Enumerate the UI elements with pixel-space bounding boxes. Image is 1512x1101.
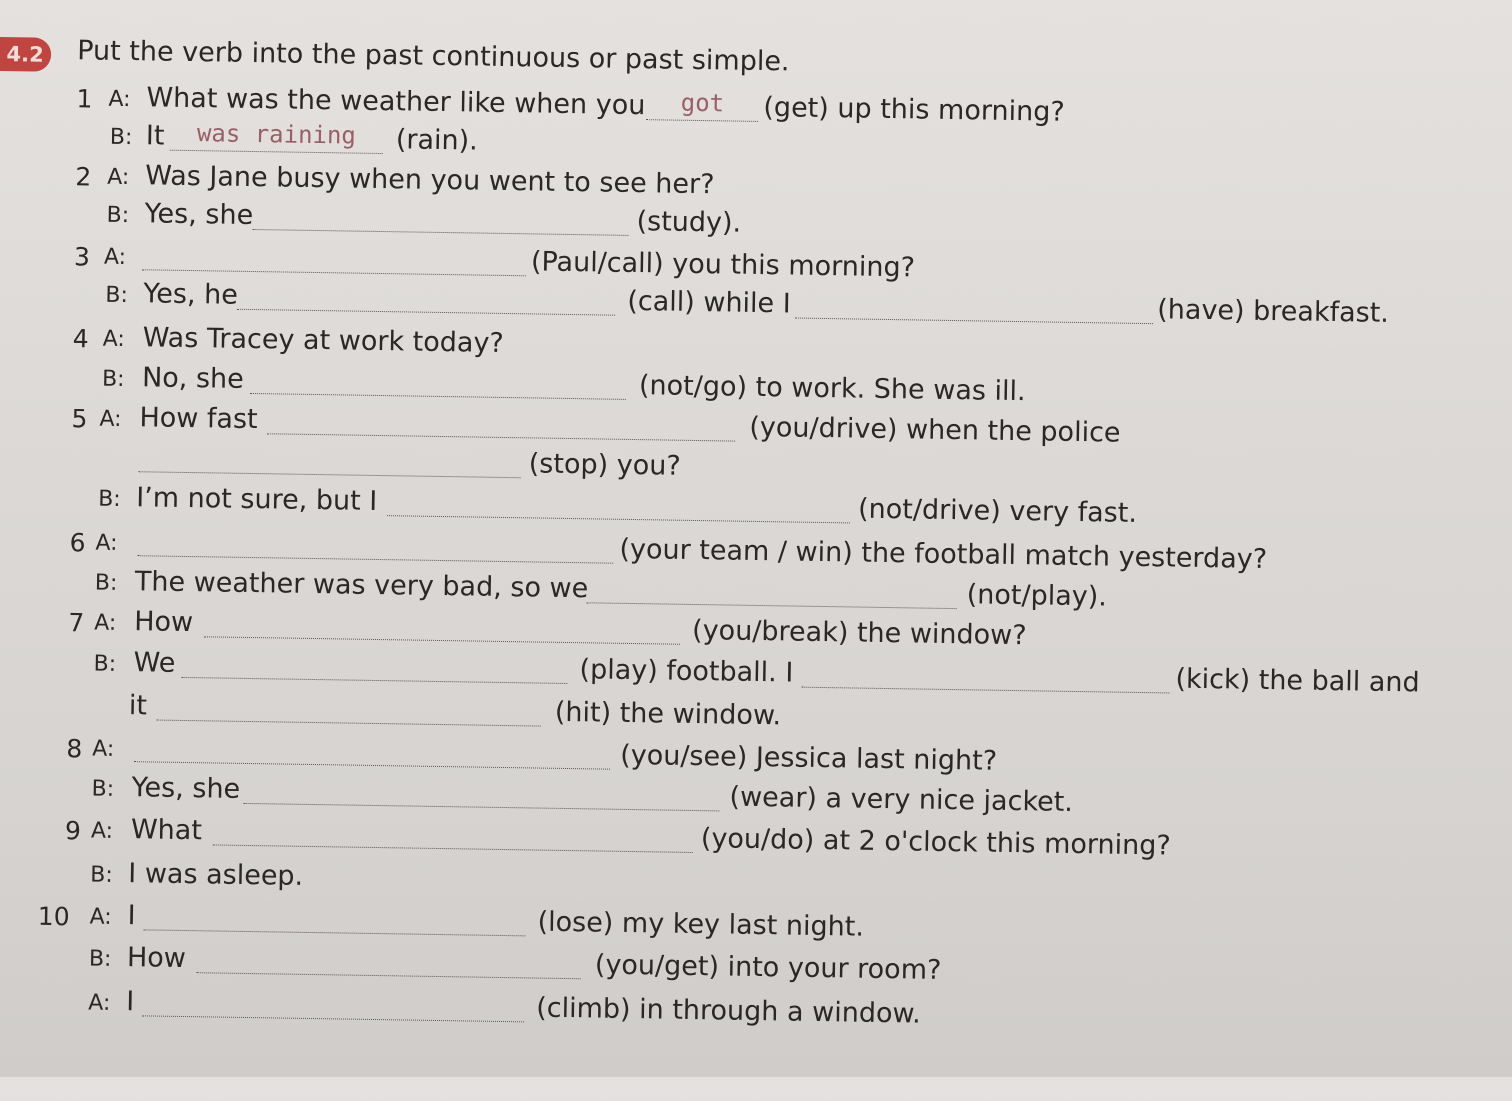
sentence-text: (your team / win) the football match yesterday?: [619, 533, 1268, 575]
answer-blank[interactable]: [142, 1015, 524, 1022]
answer-blank[interactable]: [387, 515, 850, 523]
speaker-label: B:: [94, 570, 118, 596]
speaker-label: B:: [109, 124, 133, 151]
answer-blank[interactable]: [267, 433, 735, 441]
sentence-text: Yes, he: [143, 278, 239, 311]
sentence-text: it: [128, 690, 148, 722]
item-number: 10: [37, 901, 70, 932]
item-number: 5: [71, 404, 88, 434]
exercise-instruction: Put the verb into the past continuous or past simple.: [76, 35, 790, 78]
speaker-label: B:: [105, 282, 129, 309]
answer-blank[interactable]: [170, 150, 383, 154]
sentence-text: (Paul/call) you this morning?: [530, 246, 916, 284]
sentence-text: (you/break) the window?: [691, 614, 1027, 652]
speaker-label: A:: [89, 904, 112, 930]
sentence-text: (not/drive) very fast.: [857, 493, 1138, 529]
sentence-text: I: [126, 986, 135, 1018]
sentence-text: Was Jane busy when you went to see her?: [145, 160, 715, 201]
exercise-number: 4.2: [6, 42, 44, 67]
speaker-label: A:: [103, 244, 127, 271]
sentence-text: I was asleep.: [128, 858, 304, 892]
answer-blank[interactable]: [142, 269, 526, 276]
speaker-label: B:: [106, 202, 130, 229]
answer-blank[interactable]: [139, 471, 521, 478]
sentence-text: We: [133, 647, 176, 679]
answer-blank[interactable]: [143, 929, 525, 936]
speaker-label: A:: [107, 164, 130, 191]
speaker-label: A:: [94, 610, 117, 636]
speaker-label: B:: [90, 862, 113, 888]
sentence-text: Yes, she: [131, 772, 241, 805]
sentence-text: What: [130, 814, 203, 847]
sentence-text: (you/drive) when the police: [749, 411, 1121, 449]
answer-blank[interactable]: [213, 844, 693, 853]
sentence-text: (hit) the window.: [554, 696, 782, 732]
answer-blank[interactable]: [197, 972, 581, 979]
answer-blank[interactable]: [204, 636, 680, 644]
handwritten-answer: was raining: [196, 119, 357, 150]
item-number: 8: [66, 734, 83, 764]
speaker-label: A:: [108, 86, 131, 113]
answer-blank[interactable]: [795, 318, 1153, 325]
sentence-text: (climb) in through a window.: [535, 992, 921, 1030]
sentence-text: (stop) you?: [528, 448, 681, 482]
speaker-label: B:: [91, 776, 115, 802]
sentence-text: I: [127, 900, 136, 932]
speaker-label: A:: [88, 990, 111, 1016]
handwritten-answer: got: [680, 88, 725, 118]
sentence-text: (have) breakfast.: [1157, 294, 1390, 329]
item-number: 6: [69, 528, 86, 558]
sentence-text: (get) up this morning?: [763, 92, 1065, 128]
speaker-label: A:: [99, 406, 122, 432]
sentence-text: (kick) the ball and: [1175, 663, 1420, 699]
sentence-text: How: [134, 606, 194, 639]
speaker-label: B:: [101, 366, 125, 393]
sentence-text: (wear) a very nice jacket.: [729, 781, 1074, 818]
sentence-text: How fast: [139, 402, 258, 436]
sentence-text: (you/do) at 2 o'clock this morning?: [700, 823, 1171, 862]
item-number: 4: [72, 324, 89, 354]
exercise-number-badge: [0, 37, 51, 72]
item-number: 9: [64, 816, 82, 846]
speaker-label: B:: [93, 651, 117, 677]
answer-blank[interactable]: [157, 720, 541, 727]
item-number: 1: [76, 84, 93, 114]
sentence-text: (study).: [636, 206, 742, 239]
speaker-label: A:: [92, 736, 115, 762]
answer-blank[interactable]: [252, 229, 628, 236]
answer-blank[interactable]: [243, 803, 719, 811]
sentence-text: (play) football. I: [579, 654, 794, 689]
speaker-label: B:: [97, 486, 121, 512]
sentence-text: No, she: [141, 362, 244, 395]
speaker-label: A:: [102, 326, 125, 352]
item-number: 7: [68, 608, 85, 638]
sentence-text: (you/get) into your room?: [594, 949, 942, 986]
sentence-text: (you/see) Jessica last night?: [619, 739, 998, 777]
sentence-text: The weather was very bad, so we: [134, 566, 589, 605]
answer-blank[interactable]: [134, 761, 610, 769]
sentence-text: (lose) my key last night.: [537, 906, 865, 943]
sentence-text: (not/go) to work. She was ill.: [638, 370, 1026, 408]
sentence-text: (rain).: [395, 124, 479, 157]
speaker-label: A:: [95, 530, 118, 556]
sentence-text: (not/play).: [966, 579, 1108, 613]
answer-blank[interactable]: [587, 602, 957, 609]
answer-blank[interactable]: [250, 393, 626, 400]
sentence-text: It: [145, 120, 165, 152]
sentence-text: How: [126, 942, 187, 975]
speaker-label: B:: [88, 946, 112, 972]
answer-blank[interactable]: [237, 309, 615, 316]
sentence-text: Yes, she: [144, 198, 254, 232]
item-number: 3: [73, 242, 91, 272]
answer-blank[interactable]: [181, 677, 567, 684]
speaker-label: A:: [90, 818, 114, 844]
sentence-text: What was the weather like when you: [146, 82, 646, 122]
sentence-text: (call) while I: [627, 285, 791, 320]
answer-blank[interactable]: [137, 555, 613, 563]
answer-blank[interactable]: [646, 119, 758, 122]
sentence-text: I’m not sure, but I: [135, 482, 378, 517]
answer-blank[interactable]: [801, 687, 1169, 694]
sentence-text: Was Tracey at work today?: [142, 322, 505, 359]
item-number: 2: [75, 162, 92, 192]
